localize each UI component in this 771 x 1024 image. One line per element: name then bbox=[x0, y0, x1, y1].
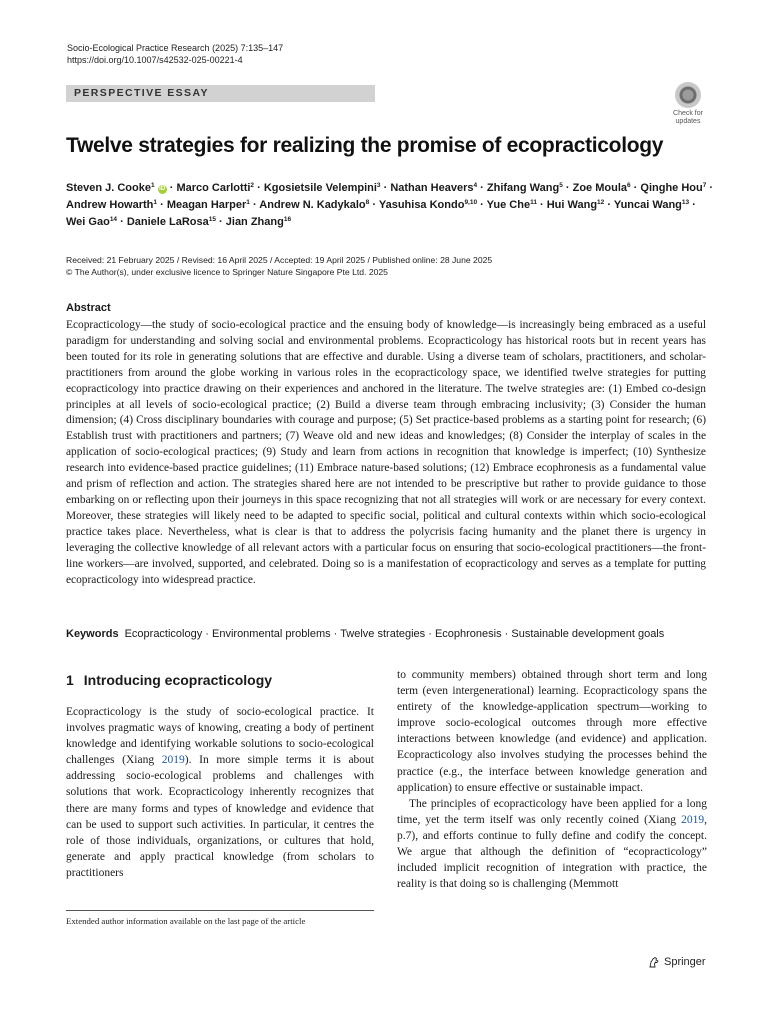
author-name[interactable]: Yuncai Wang bbox=[613, 199, 682, 211]
orcid-icon[interactable]: iD bbox=[159, 186, 166, 192]
section-number: 1 bbox=[66, 672, 74, 688]
publisher-name: Springer bbox=[664, 956, 706, 968]
author-affiliation: 7 bbox=[702, 182, 707, 189]
author-affiliation: 2 bbox=[250, 182, 255, 189]
citation-link[interactable]: 2019 bbox=[681, 813, 705, 826]
paragraph: The principles of ecopracticology have been applied for a long time, yet the term itself was only recently coined (Xiang 2019, p.7), and efforts continue to fully define and codify the concept. We argue that although the definition of “ecopracticology” included implicit recognition of integration with practice, the reality is that doing so is challenging (Memmott bbox=[397, 797, 707, 891]
author-separator: · bbox=[249, 199, 260, 211]
author-list bbox=[66, 180, 716, 231]
springer-horse-icon bbox=[648, 956, 660, 968]
abstract-text: Ecopracticology—the study of socio-ecological practice and the ensuing body of knowledge—is increasingly being embraced as a useful paradigm for understanding and solving social and environmental problems. Ecopracticology has historical roots but in recent years has been touted for its role in generating solutions that are effective and durable. Using a diverse team of scholars, practitioners, and scholar-practitioners from around the globe working in various roles in the ecopracticology space, we identified twelve strategies for putting ecopracticology into practice drawing on their experiences and anchored in the literature. The twelve strategies are: (1) Embed co-design principles at all levels of socio-ecological practice; (2) Build a diverse team through embracing inclusivity; (3) Consider the human dimension; (4) Cross disciplinary boundaries with courage and purpose; (5) Set practice-based problems as a starting point for research; (6) Establish trust with practitioners and partners; (7) Weave old and new ideas and knowledges; (8) Consider the interplay of scales in the application of socio-ecological practices; (9) Study and learn from actions in recognition that knowledge is imperfect; (10) Synthesize research into evidence-based practice guidelines; (11) Embrace nature-based solutions; (12) Embrace ecophronesis as a fundamental value and prism of reflection and action. The strategies shared here are not intended to be prescriptive but rather to provide guidance to those embarking on or reflecting upon their journeys in this space recognizing that not all strategies will work or are necessary for every context. Moreover, these strategies will likely need to be adapted to specific social, political and cultural contexts within which socio-ecological practice takes place. Nevertheless, what is clear is that to address the polycrisis facing humanity and the planet there is urgency in leveraging the collective knowledge of all relevant actors with a particular focus on ensuring that socio-ecological practitioners—the front-line workers—are involved, supported, and celebrated. Doing so is a manifestation of ecopracticology and serves as a template for putting ecopracticology into widespread practice. bbox=[66, 319, 706, 586]
article-title: Twelve strategies for realizing the promise of ecopracticology bbox=[66, 134, 664, 157]
author-affiliation: 12 bbox=[597, 199, 605, 206]
author-name[interactable]: Zoe Moula bbox=[572, 182, 627, 194]
author-separator: · bbox=[477, 199, 487, 211]
author-affiliation: 16 bbox=[283, 216, 292, 223]
footnote: Extended author information available on the last page of the article bbox=[66, 916, 306, 926]
right-column bbox=[397, 667, 707, 892]
author-name[interactable]: Wei Gao bbox=[66, 216, 110, 228]
author-separator: · bbox=[562, 182, 573, 194]
author-separator: · bbox=[477, 182, 487, 194]
author-affiliation: 1 bbox=[246, 199, 250, 206]
author-name[interactable]: Andrew N. Kadykalo bbox=[259, 199, 366, 211]
author-name[interactable]: Hui Wang bbox=[546, 199, 598, 211]
author-separator: · bbox=[689, 199, 696, 211]
publisher-logo bbox=[648, 956, 706, 968]
section-title: Introducing ecopracticology bbox=[83, 672, 273, 688]
history-dates: Received: 21 February 2025 / Revised: 16 April 2025 / Accepted: 19 April 2025 / Published online: 28 June 2025 bbox=[66, 255, 493, 265]
author-separator: · bbox=[630, 182, 641, 194]
paragraph: to community members) obtained through short term and long term (even intergenerational) learning. Ecopracticology spans the entirety of the knowledge-application spectrum—working to improve socio-ecological outcomes through more effective interactions between knowledge (and evidence) and application. Ecopracticology also involves studying the processes behind the practice (e.g., the interface between knowledge generation and application) to ensure effective or sustainable impact. bbox=[397, 669, 707, 794]
check-updates-icon bbox=[675, 82, 701, 108]
author-name[interactable]: Daniele LaRosa bbox=[126, 216, 209, 228]
author-name[interactable]: Meagan Harper bbox=[166, 199, 247, 211]
author-affiliation: 1 bbox=[150, 182, 155, 189]
author-name[interactable]: Yue Che bbox=[486, 199, 531, 211]
author-affiliation: 4 bbox=[473, 182, 478, 189]
author-affiliation: 15 bbox=[208, 216, 216, 223]
author-affiliation: 6 bbox=[627, 182, 631, 189]
author-affiliation: 11 bbox=[530, 199, 537, 206]
author-name[interactable]: Yasuhisa Kondo bbox=[378, 199, 465, 211]
publication-dates bbox=[66, 254, 492, 278]
author-affiliation: 13 bbox=[681, 199, 690, 206]
keywords-text: Ecopracticology · Environmental problems · Twelve strategies · Ecophronesis · Sustainable development goals bbox=[124, 628, 665, 640]
author-affiliation: 8 bbox=[365, 199, 370, 206]
author-affiliation: 1 bbox=[153, 199, 158, 206]
author-separator: · bbox=[380, 182, 391, 194]
author-affiliation: 14 bbox=[109, 216, 118, 223]
author-separator: · bbox=[536, 199, 547, 211]
author-separator: · bbox=[706, 182, 714, 194]
author-separator: · bbox=[157, 199, 167, 211]
copyright-line: © The Author(s), under exclusive licence to Springer Nature Singapore Pte Ltd. 2025 bbox=[66, 267, 388, 277]
journal-header bbox=[67, 42, 283, 66]
author-separator: · bbox=[604, 199, 614, 211]
check-updates-line1: Check for bbox=[673, 110, 703, 117]
doi-link[interactable]: https://doi.org/10.1007/s42532-025-00221-4 bbox=[67, 55, 243, 65]
author-name[interactable]: Zhifang Wang bbox=[486, 182, 560, 194]
check-updates-line2: updates bbox=[675, 118, 701, 125]
citation-link[interactable]: 2019 bbox=[161, 754, 185, 767]
author-name[interactable]: Marco Carlotti bbox=[176, 182, 251, 194]
author-separator: · bbox=[369, 199, 379, 211]
author-separator: · bbox=[117, 216, 127, 228]
author-name[interactable]: Steven J. Cooke bbox=[66, 182, 151, 194]
author-affiliation: 5 bbox=[559, 182, 563, 189]
author-separator: · bbox=[215, 216, 226, 228]
journal-citation: Socio-Ecological Practice Research (2025) 7:135–147 bbox=[67, 43, 284, 53]
author-separator: · bbox=[166, 182, 177, 194]
abstract-heading: Abstract bbox=[66, 302, 111, 314]
author-affiliation: 9,10 bbox=[464, 199, 478, 206]
keywords-label: Keywords bbox=[66, 628, 119, 640]
author-name[interactable]: Kgosietsile Velempini bbox=[263, 182, 377, 194]
author-name[interactable]: Jian Zhang bbox=[225, 216, 284, 228]
check-for-updates-badge[interactable] bbox=[666, 82, 710, 126]
keywords-line bbox=[66, 627, 716, 642]
paragraph: Ecopracticology is the study of socio-ecological practice. It involves pragmatic ways of knowing, creating a body of pertinent knowledge and identifying workable solutions to socio-ecological challenges (Xiang 2019). In more simple terms it is about addressing socio-ecological problems and challenges with solutions that work. Ecopracticology inherently recognizes that there are many forms and types of knowledge and evidence that can be used to support such activities. In particular, it centres the role of those individuals, organizations, or cultures that hold, generate and apply practical knowledge (from scholars to practitioners bbox=[66, 706, 374, 879]
author-name[interactable]: Qinghe Hou bbox=[640, 182, 703, 194]
author-name[interactable]: Andrew Howarth bbox=[66, 199, 154, 211]
left-column bbox=[66, 704, 374, 881]
section-heading bbox=[66, 672, 272, 688]
author-affiliation: 3 bbox=[376, 182, 381, 189]
author-name[interactable]: Nathan Heavers bbox=[390, 182, 474, 194]
footnote-rule bbox=[66, 910, 374, 911]
author-separator: · bbox=[254, 182, 264, 194]
article-type-banner: PERSPECTIVE ESSAY bbox=[66, 85, 375, 102]
